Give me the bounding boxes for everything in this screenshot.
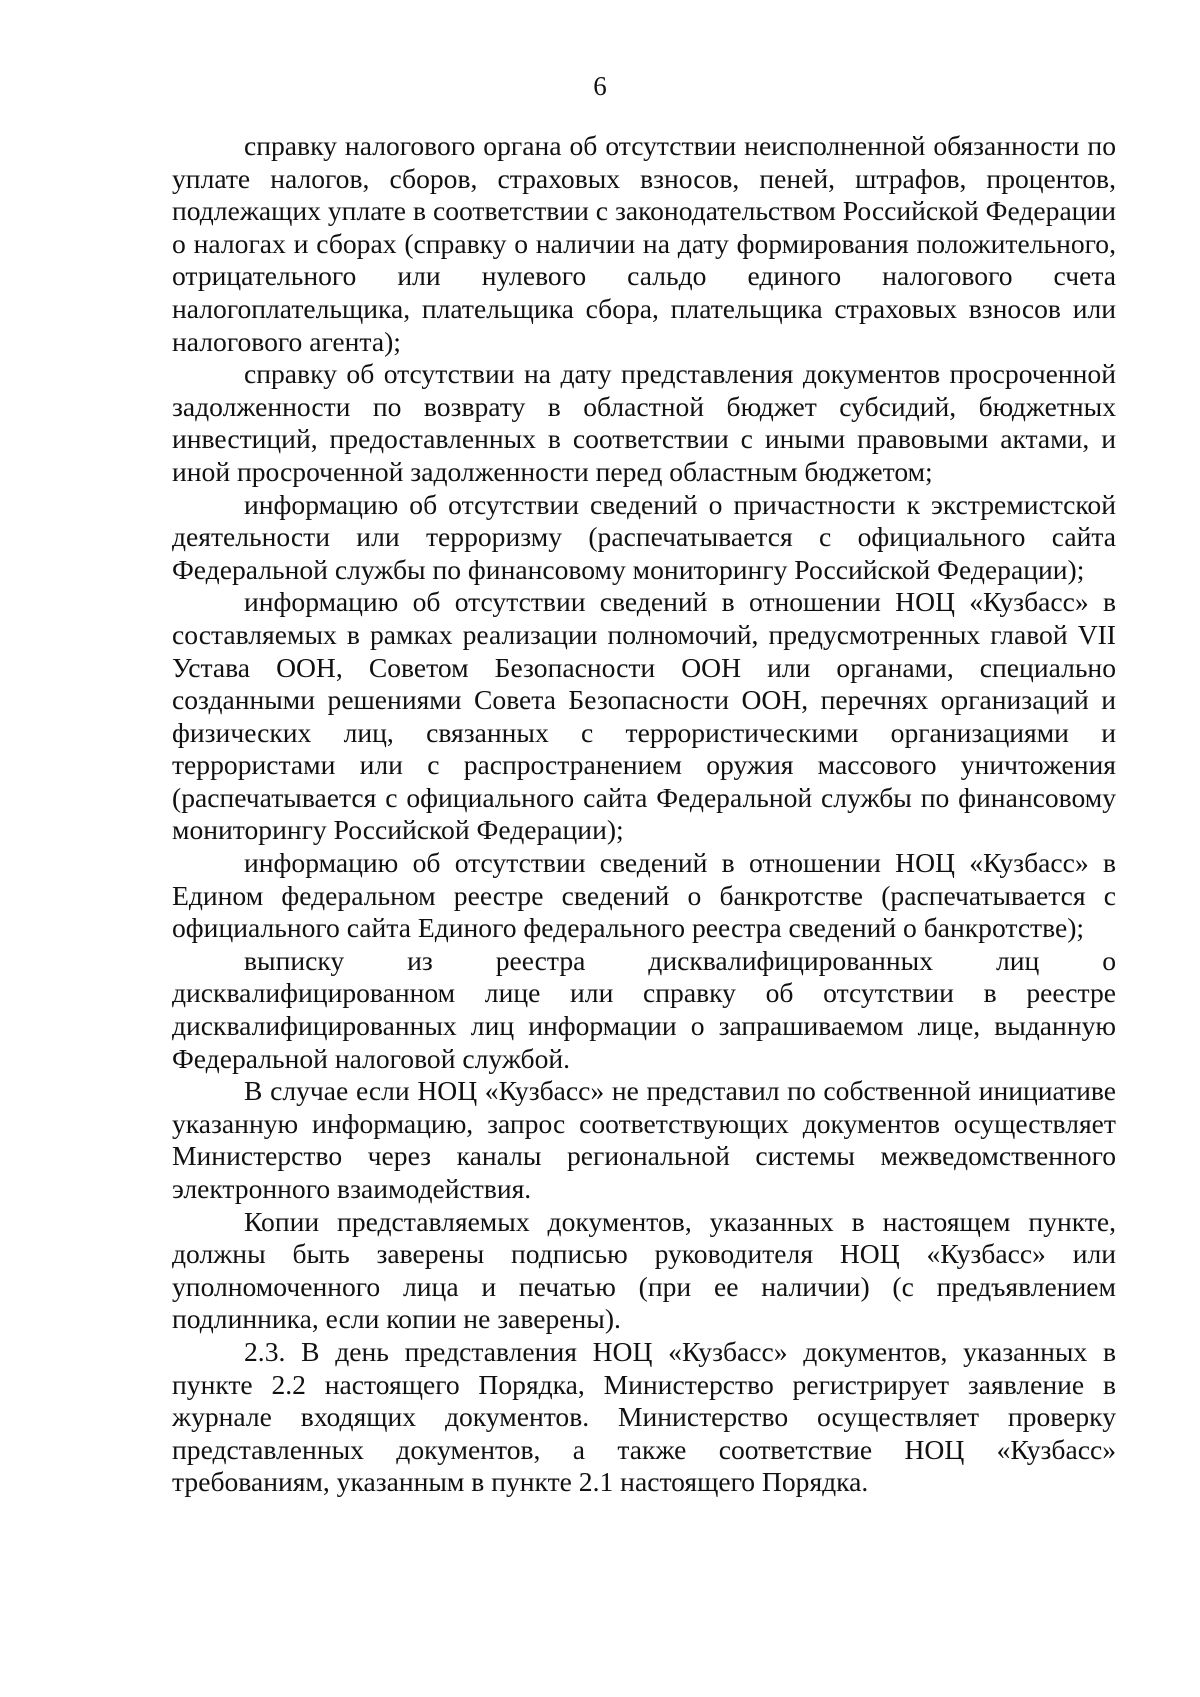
- paragraph-copies-certification: Копии представляемых документов, указанных в настоящем пункте, должны быть заверены подписью руководителя НОЦ «Кузбасс» или уполномоченного лица и печатью (при ее наличии) (с предъявлением подлинника, если копии не заверены).: [172, 1205, 1116, 1335]
- paragraph-debt-certificate: справку об отсутствии на дату представления документов просроченной задолженности по возврату в областной бюджет субсидий, бюджетных инвестиций, предоставленных в соответствии с иными правовыми актами, и иной просроченной задолженности перед областным бюджетом;: [172, 358, 1116, 487]
- paragraph-bankruptcy-info: информацию об отсутствии сведений в отношении НОЦ «Кузбасс» в Едином федеральном реестре сведений о банкротстве (распечатывается с официального сайта Единого федерального реестра сведений о банкротстве);: [172, 847, 1116, 944]
- document-body: [172, 130, 1116, 1499]
- paragraph-un-lists-info: информацию об отсутствии сведений в отношении НОЦ «Кузбасс» в составляемых в рамках реализации полномочий, предусмотренных главой VII Устава ООН, Советом Безопасности ООН или органами, специально созданными решениями Совета Безопасности ООН, перечнях организаций и физических лиц, связанных с террористическими организациями и террористами или с распространением оружия массового уничтожения (распечатывается с официального сайта Федеральной службы по финансовому мониторингу Российской Федерации);: [172, 586, 1116, 846]
- paragraph-extremism-info: информацию об отсутствии сведений о причастности к экстремистской деятельности или терроризму (распечатывается с официального сайта Федеральной службы по финансовому мониторингу Российской Федерации);: [172, 488, 1116, 585]
- paragraph-disqualified-registry: выписку из реестра дисквалифицированных лиц о дисквалифицированном лице или справку об отсутствии в реестре дисквалифицированных лиц информации о запрашиваемом лице, выданную Федеральной налоговой службой.: [172, 944, 1116, 1074]
- paragraph-ministry-request: В случае если НОЦ «Кузбасс» не представил по собственной инициативе указанную информацию, запрос соответствующих документов осуществляет Министерство через каналы региональной системы межведомственного электронного взаимодействия.: [172, 1075, 1116, 1204]
- page-number: 6: [593, 71, 607, 101]
- paragraph-tax-certificate: справку налогового органа об отсутствии неисполненной обязанности по уплате налогов, сборов, страховых взносов, пеней, штрафов, процентов, подлежащих уплате в соответствии с законодательством Российской Федерации о налогах и сборах (справку о наличии на дату формирования положительного, отрицательного или нулевого сальдо единого налогового счета налогоплательщика, плательщика сбора, плательщика страховых взносов или налогового агента);: [172, 130, 1116, 357]
- paragraph-section-2-3: 2.3. В день представления НОЦ «Кузбасс» документов, указанных в пункте 2.2 настоящего Порядка, Министерство регистрирует заявление в журнале входящих документов. Министерство осуществляет проверку представленных документов, а также соответствие НОЦ «Кузбасс» требованиям, указанным в пункте 2.1 настоящего Порядка.: [172, 1335, 1116, 1498]
